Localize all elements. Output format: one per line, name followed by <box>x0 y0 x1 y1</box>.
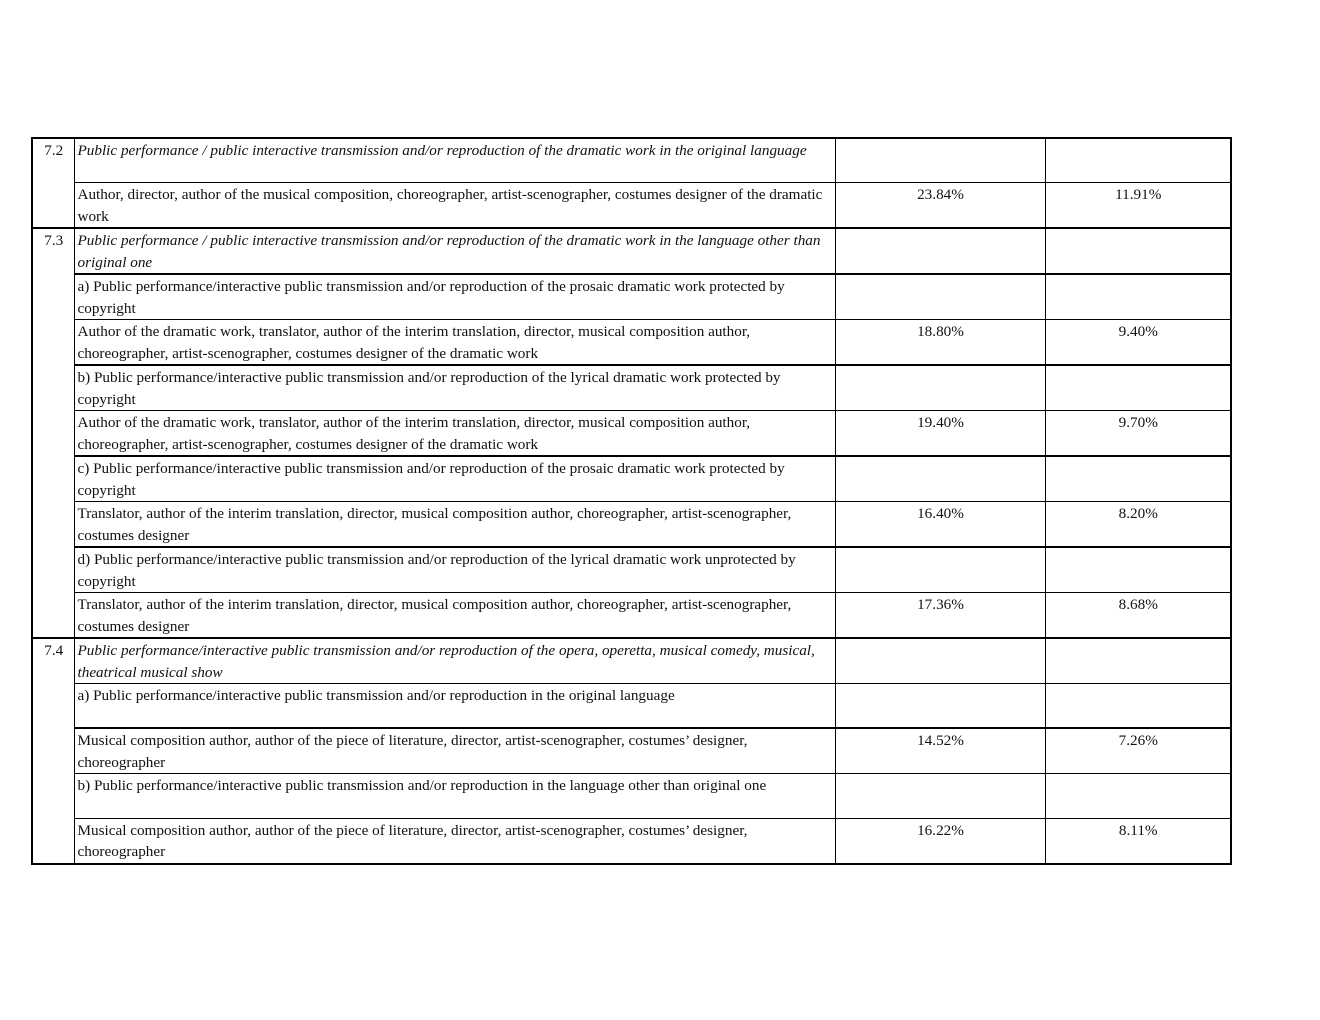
rate-cell-1: 14.52% <box>835 728 1045 774</box>
rights-holders-description: Author of the dramatic work, translator, author of the interim translation, director, musical composition author, choreographer, artist-scenographer, costumes designer of the dramatic work <box>74 411 835 457</box>
subcategory-heading: d) Public performance/interactive public transmission and/or reproduction of the lyrical dramatic work unprotected by copyright <box>74 547 835 593</box>
rate-cell-1 <box>835 228 1045 274</box>
rate-cell-2 <box>1045 638 1231 684</box>
rate-cell-1: 17.36% <box>835 593 1045 639</box>
table-row <box>32 320 1231 366</box>
subcategory-heading: a) Public performance/interactive public transmission and/or reproduction in the original language <box>74 684 835 729</box>
rate-cell-2: 11.91% <box>1045 183 1231 229</box>
rate-cell-1: 16.40% <box>835 502 1045 548</box>
rights-holders-description: Musical composition author, author of the piece of literature, director, artist-scenographer, costumes’ designer, choreographer <box>74 728 835 774</box>
subcategory-heading: a) Public performance/interactive public transmission and/or reproduction of the prosaic dramatic work protected by copyright <box>74 274 835 320</box>
rate-cell-1: 18.80% <box>835 320 1045 366</box>
rights-holders-description: Author of the dramatic work, translator, author of the interim translation, director, musical composition author, choreographer, artist-scenographer, costumes designer of the dramatic work <box>74 320 835 366</box>
subcategory-heading: b) Public performance/interactive public transmission and/or reproduction in the language other than original one <box>74 774 835 819</box>
rights-holders-description: Musical composition author, author of the piece of literature, director, artist-scenographer, costumes’ designer, choreographer <box>74 818 835 864</box>
royalty-rates-table <box>31 137 1232 865</box>
rate-cell-1 <box>835 274 1045 320</box>
category-heading: Public performance/interactive public transmission and/or reproduction of the opera, operetta, musical comedy, musical, theatrical musical show <box>74 638 835 684</box>
rate-cell-2: 9.40% <box>1045 320 1231 366</box>
rate-cell-2 <box>1045 274 1231 320</box>
section-number: 7.3 <box>32 228 74 638</box>
table-row <box>32 502 1231 548</box>
category-heading: Public performance / public interactive transmission and/or reproduction of the dramatic work in the language other than original one <box>74 228 835 274</box>
royalty-rates-table-body <box>32 138 1231 864</box>
rate-cell-2 <box>1045 774 1231 819</box>
table-row <box>32 456 1231 502</box>
table-row <box>32 728 1231 774</box>
rate-cell-2 <box>1045 684 1231 729</box>
rate-cell-2 <box>1045 456 1231 502</box>
rate-cell-1 <box>835 138 1045 183</box>
table-row <box>32 228 1231 274</box>
rate-cell-1 <box>835 365 1045 411</box>
table-row <box>32 638 1231 684</box>
rate-cell-1 <box>835 684 1045 729</box>
table-row <box>32 274 1231 320</box>
rate-cell-2: 8.11% <box>1045 818 1231 864</box>
rate-cell-2: 7.26% <box>1045 728 1231 774</box>
rights-holders-description: Translator, author of the interim translation, director, musical composition author, choreographer, artist-scenographer, costumes designer <box>74 502 835 548</box>
rate-cell-2 <box>1045 228 1231 274</box>
rate-cell-2 <box>1045 547 1231 593</box>
rate-cell-1: 19.40% <box>835 411 1045 457</box>
rate-cell-2: 8.68% <box>1045 593 1231 639</box>
rate-cell-1 <box>835 547 1045 593</box>
rate-cell-2 <box>1045 138 1231 183</box>
rate-cell-2 <box>1045 365 1231 411</box>
table-row <box>32 684 1231 729</box>
table-row <box>32 818 1231 864</box>
table-row <box>32 547 1231 593</box>
rate-cell-1: 23.84% <box>835 183 1045 229</box>
rate-cell-2: 8.20% <box>1045 502 1231 548</box>
section-number: 7.2 <box>32 138 74 228</box>
table-row <box>32 593 1231 639</box>
rate-cell-2: 9.70% <box>1045 411 1231 457</box>
rate-cell-1 <box>835 456 1045 502</box>
table-row <box>32 365 1231 411</box>
rate-cell-1 <box>835 638 1045 684</box>
rights-holders-description: Author, director, author of the musical composition, choreographer, artist-scenographer, costumes designer of the dramatic work <box>74 183 835 229</box>
table-row <box>32 774 1231 819</box>
category-heading: Public performance / public interactive transmission and/or reproduction of the dramatic work in the original language <box>74 138 835 183</box>
rights-holders-description: Translator, author of the interim translation, director, musical composition author, choreographer, artist-scenographer, costumes designer <box>74 593 835 639</box>
table-row <box>32 183 1231 229</box>
table-row <box>32 411 1231 457</box>
rate-cell-1: 16.22% <box>835 818 1045 864</box>
subcategory-heading: c) Public performance/interactive public transmission and/or reproduction of the prosaic dramatic work protected by copyright <box>74 456 835 502</box>
rate-cell-1 <box>835 774 1045 819</box>
subcategory-heading: b) Public performance/interactive public transmission and/or reproduction of the lyrical dramatic work protected by copyright <box>74 365 835 411</box>
table-row <box>32 138 1231 183</box>
section-number: 7.4 <box>32 638 74 864</box>
